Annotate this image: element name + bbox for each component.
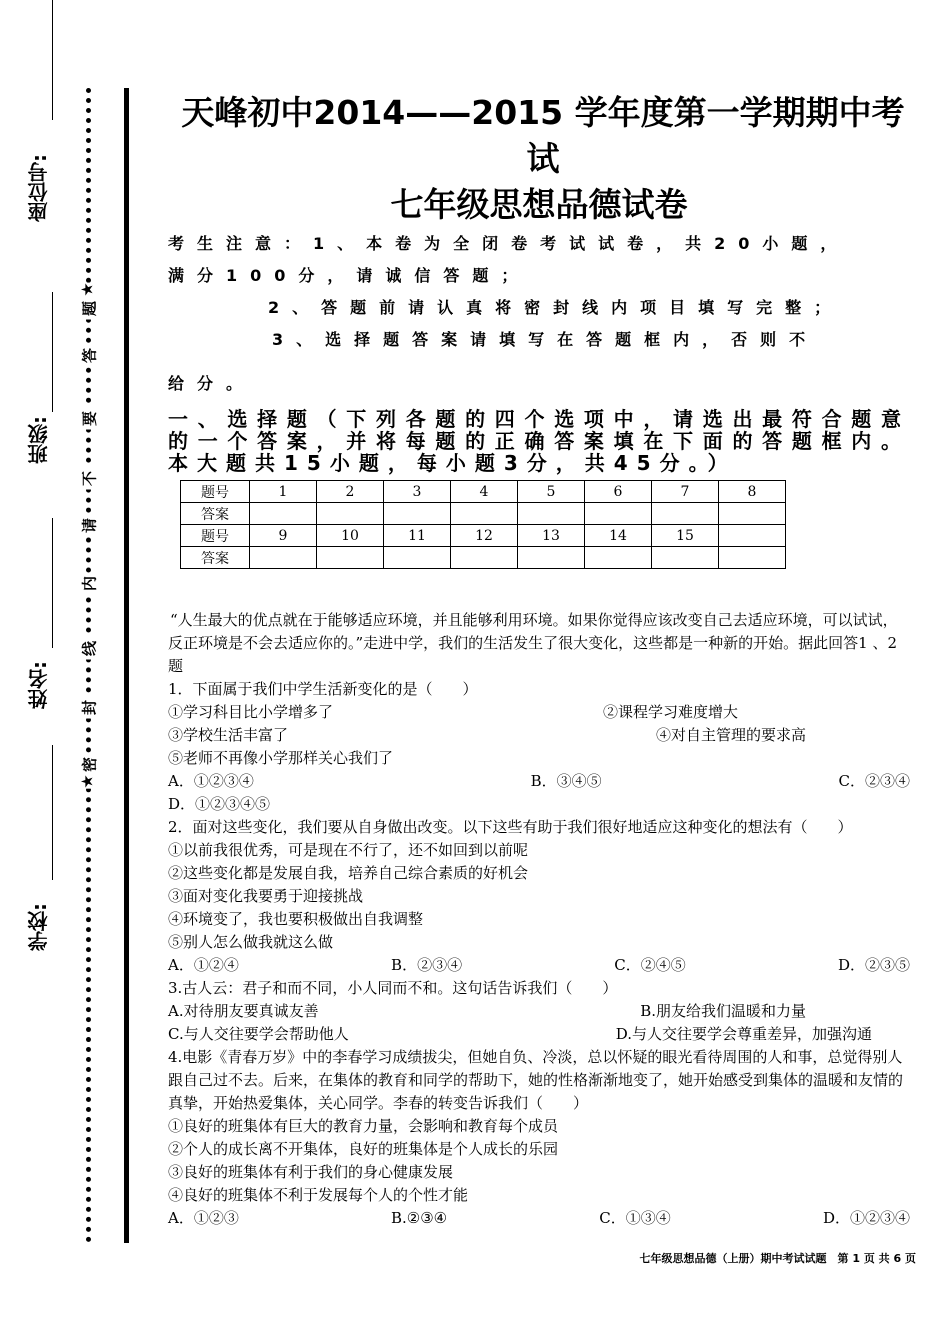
option-b: B.朋友给我们温暖和力量 bbox=[640, 1002, 806, 1020]
question-item: ⑤老师不再像小学那样关心我们了 bbox=[168, 749, 394, 767]
school-label: 学校: bbox=[27, 903, 51, 951]
table-row bbox=[181, 547, 786, 569]
table-cell bbox=[719, 525, 786, 547]
fill-line-seat bbox=[52, 0, 53, 120]
table-cell: 7 bbox=[652, 481, 719, 503]
table-cell: 10 bbox=[317, 525, 384, 547]
seal-char: 要 bbox=[79, 408, 100, 430]
seat-label: 座位号: bbox=[27, 154, 51, 222]
answer-box[interactable] bbox=[585, 547, 652, 569]
table-cell: 11 bbox=[384, 525, 451, 547]
seal-char: 线 bbox=[79, 638, 100, 660]
table-cell: 4 bbox=[451, 481, 518, 503]
question-options-row bbox=[168, 1207, 910, 1230]
notice-block bbox=[168, 228, 910, 400]
answer-box[interactable] bbox=[250, 547, 317, 569]
table-cell: 题号 bbox=[181, 525, 250, 547]
exam-subtitle: 七年级思想品德试卷 bbox=[390, 185, 688, 224]
table-row bbox=[181, 503, 786, 525]
question-item: ②课程学习难度增大 bbox=[602, 703, 738, 721]
page-footer: 七年级思想品德（上册）期中考试试题 第 1 页 共 6 页 bbox=[639, 1252, 916, 1265]
fill-line-school bbox=[52, 745, 53, 880]
option-d: D．①②③④⑤ bbox=[168, 795, 271, 813]
table-cell: 6 bbox=[585, 481, 652, 503]
seal-dotted-line bbox=[86, 88, 91, 1243]
seal-char: 封 bbox=[79, 697, 100, 719]
table-cell: 1 bbox=[250, 481, 317, 503]
notice-line: 2、答题前请认真将密封线内项目填写完整； bbox=[268, 298, 844, 317]
option-c: C．①③④ bbox=[599, 1209, 671, 1227]
question-item: ③良好的班集体有利于我们的身心健康发展 bbox=[168, 1163, 454, 1181]
option-d: D．①②③④ bbox=[822, 1209, 910, 1227]
option-a: A．①②③④ bbox=[168, 772, 254, 790]
seal-char: 答 bbox=[79, 345, 100, 367]
class-label: 班级: bbox=[27, 416, 51, 464]
question-items-row bbox=[168, 701, 910, 724]
question-item: ③面对变化我要勇于迎接挑战 bbox=[168, 887, 364, 905]
table-cell: 15 bbox=[652, 525, 719, 547]
answer-box[interactable] bbox=[451, 503, 518, 525]
table-cell: 13 bbox=[518, 525, 585, 547]
table-cell: 答案 bbox=[181, 503, 250, 525]
reading-passage: “人生最大的优点就在于能够适应环境，并且能够利用环境。如果你觉得应该改变自己去适应环境，可以试试，反正环境是不会去适应你的。”走进中学，我们的生活发生了很大变化，这些都是一种新的开始。据此回答1 、2 题 bbox=[168, 611, 898, 675]
question-item: ①学习科目比小学增多了 bbox=[168, 703, 334, 721]
table-cell: 12 bbox=[451, 525, 518, 547]
table-row bbox=[181, 525, 786, 547]
question-options-row bbox=[168, 1023, 910, 1046]
question-options-row bbox=[168, 770, 910, 793]
question-item: ⑤别人怎么做我就这么做 bbox=[168, 933, 334, 951]
page-border-bar bbox=[124, 88, 129, 1243]
seal-char: 请 bbox=[79, 515, 100, 537]
exam-content bbox=[168, 90, 910, 1230]
answer-box[interactable] bbox=[652, 547, 719, 569]
notice-line: 3、选择题答案请填写在答题框内，否则不 bbox=[272, 330, 819, 349]
name-label: 姓名: bbox=[27, 661, 51, 709]
question-item: ②这些变化都是发展自我，培养自己综合素质的好机会 bbox=[168, 864, 529, 882]
question-options-row bbox=[168, 954, 910, 977]
notice-line: 考生注意：1、本卷为全闭卷考试试卷，共20小题， bbox=[168, 234, 850, 253]
answer-box[interactable] bbox=[518, 503, 585, 525]
seal-char: 内 bbox=[79, 573, 100, 595]
answer-box[interactable] bbox=[317, 503, 384, 525]
table-cell: 题号 bbox=[181, 481, 250, 503]
option-a: A．①②③ bbox=[168, 1209, 239, 1227]
question-item: ②个人的成长离不开集体，良好的班集体是个人成长的乐园 bbox=[168, 1140, 559, 1158]
question-items-row bbox=[168, 724, 910, 747]
question-stem: 1．下面属于我们中学生活新变化的是（ ） bbox=[168, 680, 478, 698]
question-item: ①以前我很优秀，可是现在不行了，还不如回到以前呢 bbox=[168, 841, 529, 859]
question-stem: 2．面对这些变化，我们要从自身做出改变。以下这些有助于我们很好地适应这种变化的想法有（ ） bbox=[168, 818, 853, 836]
table-cell: 9 bbox=[250, 525, 317, 547]
table-cell: 5 bbox=[518, 481, 585, 503]
table-row bbox=[181, 481, 786, 503]
option-c: C.与人交往要学会帮助他人 bbox=[168, 1025, 349, 1043]
answer-box[interactable] bbox=[250, 503, 317, 525]
answer-box[interactable] bbox=[652, 503, 719, 525]
option-a: A．①②④ bbox=[168, 956, 239, 974]
option-b: B．②③④ bbox=[391, 956, 463, 974]
answer-box[interactable] bbox=[317, 547, 384, 569]
question-item: ④对自主管理的要求高 bbox=[655, 726, 806, 744]
option-c: C．②③④ bbox=[838, 772, 910, 790]
option-a: A.对待朋友要真诚友善 bbox=[168, 1002, 319, 1020]
option-b: B．③④⑤ bbox=[530, 772, 602, 790]
option-d: D．②③⑤ bbox=[837, 956, 910, 974]
seal-char: 不 bbox=[79, 468, 100, 490]
question-item: ③学校生活丰富了 bbox=[168, 726, 289, 744]
answer-box[interactable] bbox=[384, 503, 451, 525]
seal-star-top: ★ bbox=[77, 282, 97, 297]
question-stem: 4.电影《青春万岁》中的李春学习成绩拔尖，但她自负、冷淡，总以怀疑的眼光看待周围的人和事，总觉得别人跟自己过不去。后来，在集体的教育和同学的帮助下，她的性格渐渐地变了，她开始感受到集体的温暖和友情的真挚，开始热爱集体，关心同学。李春的转变告诉我们（ ） bbox=[168, 1048, 904, 1112]
fill-line-name bbox=[52, 518, 53, 648]
question-item: ④良好的班集体不利于发展每个人的个性才能 bbox=[168, 1186, 469, 1204]
answer-box[interactable] bbox=[585, 503, 652, 525]
seal-char: 密 bbox=[79, 754, 100, 776]
answer-box[interactable] bbox=[719, 547, 786, 569]
notice-line: 给分。 bbox=[168, 374, 256, 393]
option-d: D.与人交往要学会尊重差异，加强沟通 bbox=[615, 1025, 872, 1043]
question-stem: 3.古人云：君子和而不同，小人同而不和。这句话告诉我们（ ） bbox=[168, 979, 618, 997]
question-options-row bbox=[168, 1000, 910, 1023]
seal-star-bottom: ★ bbox=[77, 774, 97, 789]
answer-box[interactable] bbox=[518, 547, 585, 569]
table-cell: 8 bbox=[719, 481, 786, 503]
answer-box[interactable] bbox=[451, 547, 518, 569]
table-cell: 3 bbox=[384, 481, 451, 503]
question-item: ①良好的班集体有巨大的教育力量，会影响和教育每个成员 bbox=[168, 1117, 559, 1135]
table-cell: 答案 bbox=[181, 547, 250, 569]
answer-box[interactable] bbox=[719, 503, 786, 525]
option-b: B.②③④ bbox=[391, 1209, 448, 1227]
answer-table bbox=[180, 480, 786, 569]
answer-box[interactable] bbox=[384, 547, 451, 569]
notice-line: 满分100分，请诚信答题； bbox=[168, 266, 531, 285]
table-cell: 14 bbox=[585, 525, 652, 547]
option-c: C．②④⑤ bbox=[614, 956, 686, 974]
question-item: ④环境变了，我也要积极做出自我调整 bbox=[168, 910, 424, 928]
fill-line-class bbox=[52, 292, 53, 412]
exam-title: 天峰初中2014——2015 学年度第一学期期中考试 bbox=[181, 93, 905, 178]
table-cell: 2 bbox=[317, 481, 384, 503]
section-title: 一、选择题（下列各题的四个选项中，请选出最符合题意的一个答案，并将每题的正确答案填在下面的答题框内。本大题共15小题，每小题3分，共45分。） bbox=[168, 407, 910, 475]
seal-char: 题 bbox=[79, 298, 100, 320]
